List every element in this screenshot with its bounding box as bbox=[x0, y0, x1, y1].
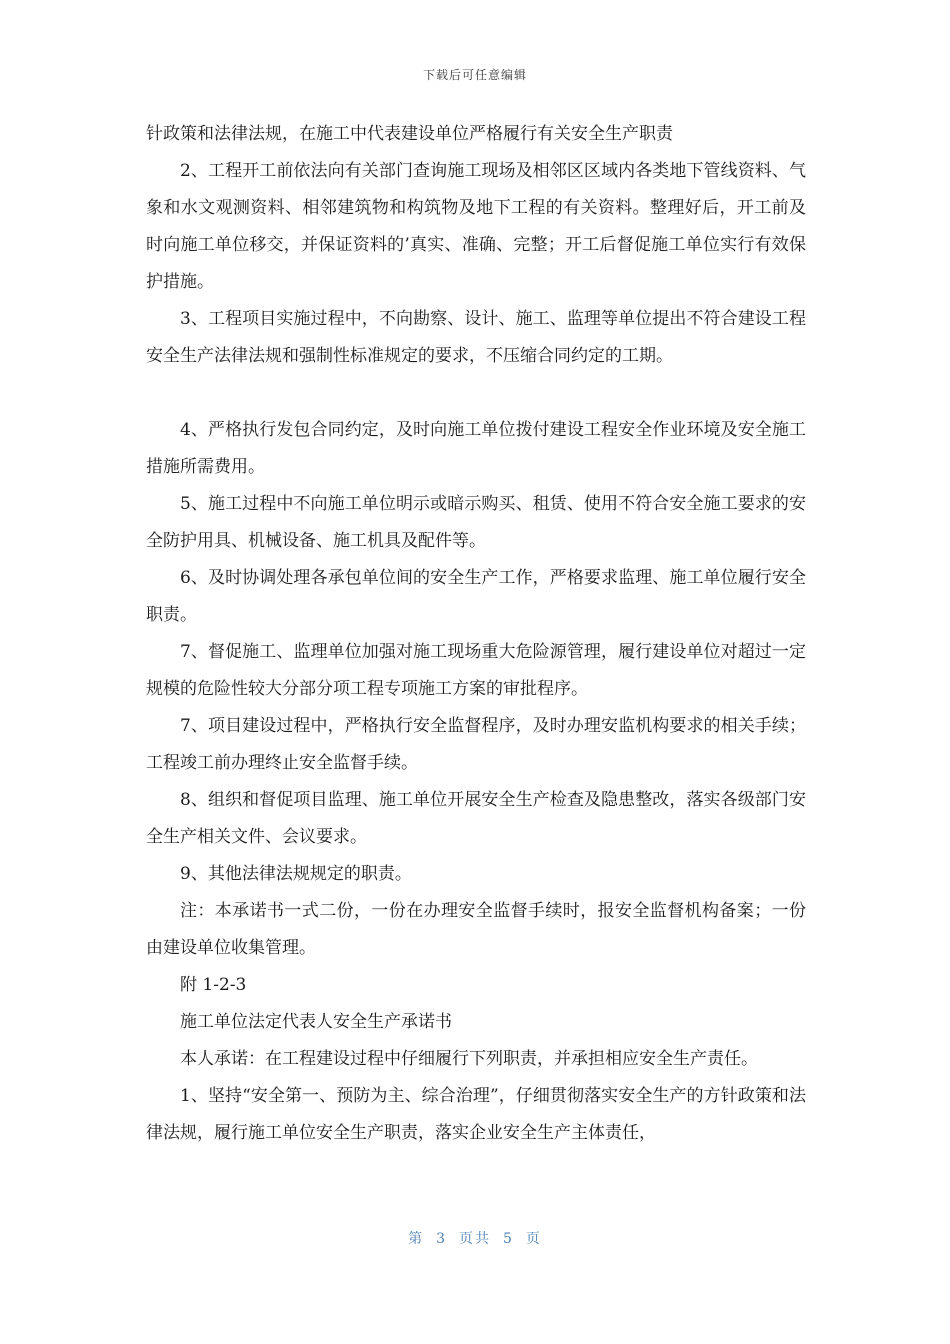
page-number-footer bbox=[0, 1228, 950, 1248]
paragraph: 5、施工过程中不向施工单位明示或暗示购买、租赁、使用不符合安全施工要求的安全防护用具、机械设备、施工机具及配件等。 bbox=[146, 494, 806, 551]
paragraph: 7、督促施工、监理单位加强对施工现场重大危险源管理，履行建设单位对超过一定规模的危险性较大分部分项工程专项施工方案的审批程序。 bbox=[146, 642, 806, 699]
page-header: 下载后可任意编辑 bbox=[422, 68, 527, 82]
footer-suffix: 页 bbox=[525, 1231, 542, 1247]
paragraph: 9、其他法律法规规定的职责。 bbox=[180, 864, 412, 884]
paragraph: 2、工程开工前依法向有关部门查询施工现场及相邻区区域内各类地下管线资料、气象和水文观测资料、相邻建筑物和构筑物及地下工程的有关资料。整理好后，开工前及时向施工单位移交，并保证资料的’真实、准确、完整；开工后督促施工单位实行有效保护措施。 bbox=[146, 161, 806, 292]
paragraph: 本人承诺：在工程建设过程中仔细履行下列职责，并承担相应安全生产责任。 bbox=[180, 1049, 758, 1069]
section-title: 施工单位法定代表人安全生产承诺书 bbox=[180, 1012, 452, 1032]
paragraph: 1、坚持“安全第一、预防为主、综合治理”，仔细贯彻落实安全生产的方针政策和法律法规，履行施工单位安全生产职责，落实企业安全生产主体责任， bbox=[146, 1086, 806, 1143]
paragraph: 6、及时协调处理各承包单位间的安全生产工作，严格要求监理、施工单位履行安全职责。 bbox=[146, 568, 806, 625]
footer-middle: 页共 bbox=[459, 1231, 491, 1247]
paragraph: 3、工程项目实施过程中，不向勘察、设计、施工、监理等单位提出不符合建设工程安全生产法律法规和强制性标准规定的要求，不压缩合同约定的工期。 bbox=[146, 309, 806, 366]
footer-prefix: 第 bbox=[408, 1231, 425, 1247]
paragraph: 4、严格执行发包合同约定，及时向施工单位拨付建设工程安全作业环境及安全施工措施所需费用。 bbox=[146, 420, 806, 477]
total-page-number: 5 bbox=[503, 1231, 514, 1247]
current-page-number: 3 bbox=[436, 1231, 447, 1247]
paragraph: 8、组织和督促项目监理、施工单位开展安全生产检查及隐患整改，落实各级部门安全生产相关文件、会议要求。 bbox=[146, 790, 806, 847]
appendix-label: 附 1-2-3 bbox=[180, 975, 247, 995]
paragraph: 7、项目建设过程中，严格执行安全监督程序，及时办理安监机构要求的相关手续；工程竣工前办理终止安全监督手续。 bbox=[146, 716, 806, 773]
document-body bbox=[146, 116, 806, 1152]
paragraph: 注：本承诺书一式二份，一份在办理安全监督手续时，报安全监督机构备案；一份由建设单位收集管理。 bbox=[146, 901, 806, 958]
paragraph: 针政策和法律法规，在施工中代表建设单位严格履行有关安全生产职责 bbox=[146, 124, 673, 144]
